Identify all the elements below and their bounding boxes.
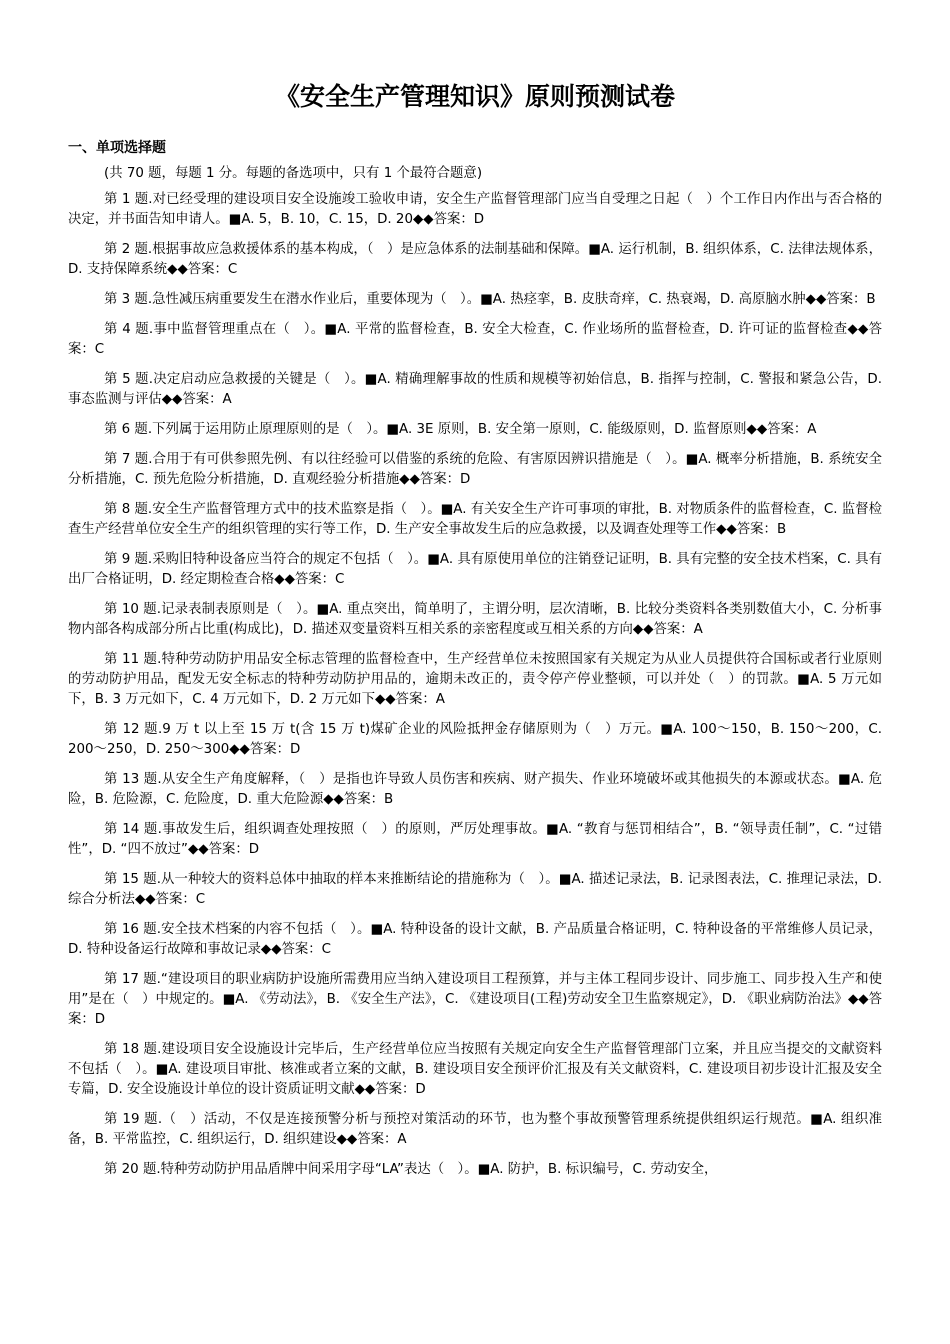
question-6: 第 6 题.下列属于运用防止原理原则的是（ ）。■A. 3E 原则，B. 安全第一原则，C. 能级原则，D. 监督原则◆◆答案：A — [104, 422, 817, 437]
question-2: 第 2 题.根据事故应急救援体系的基本构成，（ ）是应急体系的法制基础和保障。■A. 运行机制，B. 组织体系，C. 法律法规体系，D. 支持保障系统◆◆答案：C — [68, 242, 882, 277]
question-10: 第 10 题.记录表制表原则是（ ）。■A. 重点突出，简单明了，主谓分明，层次清晰，B. 比较分类资料各类别数值大小，C. 分析事物内部各构成部分所占比重(构成比)，D. 描述双变量资料互相关系的亲密程度或互相关系的方向◆◆答案：A — [68, 602, 882, 637]
question-14: 第 14 题.事故发生后，组织调查处理按照（ ）的原则，严厉处理事故。■A. “教育与惩罚相结合”，B. “领导责任制”，C. “过错性”，D. “四不放过”◆◆答案：D — [68, 822, 882, 857]
question-1: 第 1 题.对已经受理的建设项目安全设施竣工验收申请，安全生产监督管理部门应当自受理之日起（ ）个工作日内作出与否合格的决定，并书面告知申请人。■A. 5，B. 10，C. 15，D. 20◆◆答案：D — [68, 192, 882, 227]
question-20: 第 20 题.特种劳动防护用品盾牌中间采用字母“LA”表达（ ）。■A. 防护，B. 标识编号，C. 劳动安全， — [104, 1162, 718, 1177]
question-list — [68, 190, 882, 1180]
question-7: 第 7 题.合用于有可供参照先例、有以往经验可以借鉴的系统的危险、有害原因辨识措施是（ ）。■A. 概率分析措施，B. 系统安全分析措施，C. 预先危险分析措施，D. 直观经验分析措施◆◆答案：D — [68, 452, 882, 487]
question-13: 第 13 题.从安全生产角度解释，（ ）是指也许导致人员伤害和疾病、财产损失、作业环境破坏或其他损失的本源或状态。■A. 危险，B. 危险源，C. 危险度，D. 重大危险源◆◆答案：B — [68, 772, 882, 807]
section-note: (共 70 题，每题 1 分。每题的备选项中，只有 1 个最符合题意) — [104, 166, 483, 181]
question-12: 第 12 题.9 万 t 以上至 15 万 t(含 15 万 t)煤矿企业的风险抵押金存储原则为（ ）万元。■A. 100～150，B. 150～200，C. 200～250，D. 250～300◆◆答案：D — [68, 722, 882, 757]
question-11: 第 11 题.特种劳动防护用品安全标志管理的监督检查中，生产经营单位未按照国家有关规定为从业人员提供符合国标或者行业原则的劳动防护用品，配发无安全标志的特种劳动防护用品的，逾期未改正的，责令停产停业整顿，可以并处（ ）的罚款。■A. 5 万元如下，B. 3 万元如下，C. 4 万元如下，D. 2 万元如下◆◆答案：A — [68, 652, 882, 707]
question-9: 第 9 题.采购旧特种设备应当符合的规定不包括（ ）。■A. 具有原使用单位的注销登记证明，B. 具有完整的安全技术档案，C. 具有出厂合格证明，D. 经定期检查合格◆◆答案：C — [68, 552, 882, 587]
question-17: 第 17 题.“建设项目的职业病防护设施所需费用应当纳入建设项目工程预算，并与主体工程同步设计、同步施工、同步投入生产和使用”是在（ ）中规定的。■A. 《劳动法》，B. 《安全生产法》，C. 《建设项目(工程)劳动安全卫生监察规定》，D. 《职业病防治法》◆◆答案：D — [68, 972, 882, 1027]
question-4: 第 4 题.事中监督管理重点在（ ）。■A. 平常的监督检查，B. 安全大检查，C. 作业场所的监督检查，D. 许可证的监督检查◆◆答案：C — [68, 322, 882, 357]
question-5: 第 5 题.决定启动应急救援的关键是（ ）。■A. 精确理解事故的性质和规模等初始信息，B. 指挥与控制，C. 警报和紧急公告，D. 事态监测与评估◆◆答案：A — [68, 372, 882, 407]
section-heading: 一、单项选择题 — [68, 140, 166, 156]
question-3: 第 3 题.急性减压病重要发生在潜水作业后，重要体现为（ ）。■A. 热痉挛，B. 皮肤奇痒，C. 热衰竭，D. 高原脑水肿◆◆答案：B — [104, 292, 876, 307]
question-18: 第 18 题.建设项目安全设施设计完毕后，生产经营单位应当按照有关规定向安全生产监督管理部门立案，并且应当提交的文献资料不包括（ ）。■A. 建设项目审批、核准或者立案的文献，B. 建设项目安全预评价汇报及有关文献资料，C. 建设项目初步设计汇报及安全专篇，D. 安全设施设计单位的设计资质证明文献◆◆答案：D — [68, 1042, 882, 1097]
question-16: 第 16 题.安全技术档案的内容不包括（ ）。■A. 特种设备的设计文献，B. 产品质量合格证明，C. 特种设备的平常维修人员记录，D. 特种设备运行故障和事故记录◆◆答案：C — [68, 922, 882, 957]
document-title: 《安全生产管理知识》原则预测试卷 — [274, 82, 675, 111]
question-8: 第 8 题.安全生产监督管理方式中的技术监察是指（ ）。■A. 有关安全生产许可事项的审批，B. 对物质条件的监督检查，C. 监督检查生产经营单位安全生产的组织管理的实行等工作，D. 生产安全事故发生后的应急救援，以及调查处理等工作◆◆答案：B — [68, 502, 882, 537]
question-15: 第 15 题.从一种较大的资料总体中抽取的样本来推断结论的措施称为（ ）。■A. 描述记录法，B. 记录图表法，C. 推理记录法，D. 综合分析法◆◆答案：C — [68, 872, 882, 907]
question-19: 第 19 题.（ ）活动，不仅是连接预警分析与预控对策活动的环节，也为整个事故预警管理系统提供组织运行规范。■A. 组织准备，B. 平常监控，C. 组织运行，D. 组织建设◆◆答案：A — [68, 1112, 882, 1147]
